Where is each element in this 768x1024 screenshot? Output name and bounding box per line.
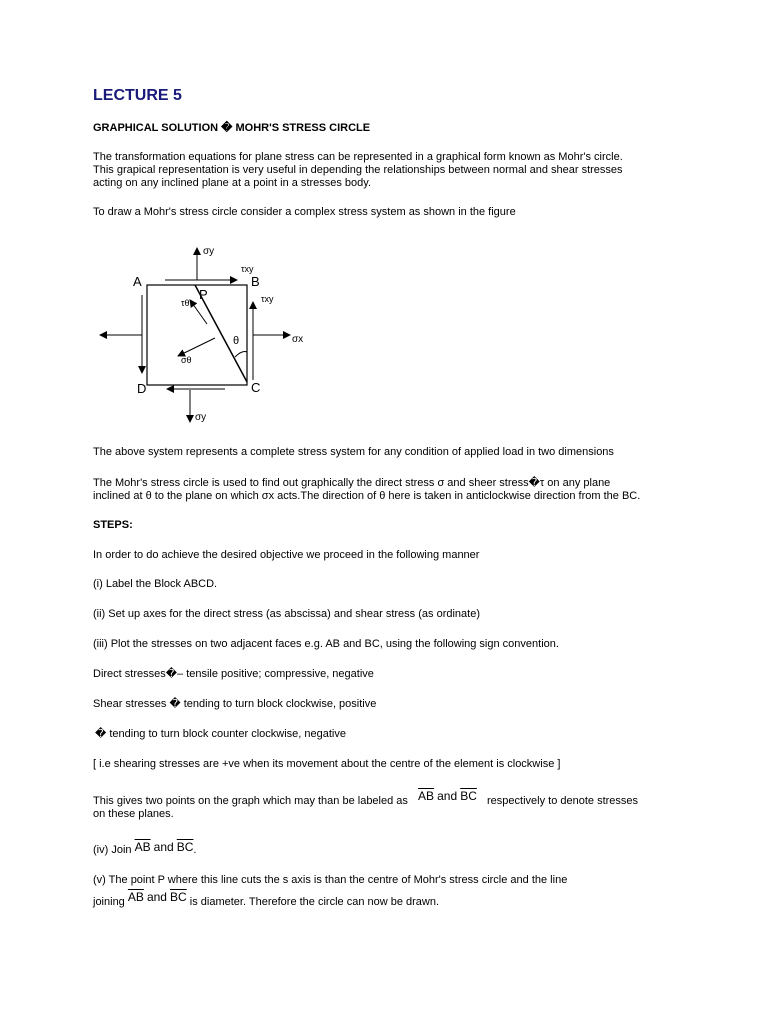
theta-arc	[235, 352, 247, 357]
draw-intro: To draw a Mohr's stress circle consider a complex stress system as shown in the figure	[93, 206, 516, 218]
intro-line-1: The transformation equations for plane stress can be represented in a graphical form known as Mohr's circle.	[93, 151, 623, 163]
bc-overline: $\overline{BC}$	[460, 789, 477, 803]
step-iv	[93, 840, 197, 857]
label-c: C	[251, 380, 261, 395]
step-iv-bc: $\overline{BC}$	[176, 840, 194, 854]
direct-stresses: Direct stresses�– tensile positive; compressive, negative	[93, 668, 374, 680]
mohr-line-2: inclined at θ to the plane on which σx acts.The direction of θ here is taken in anticlockwise direction from the BC.	[93, 490, 641, 502]
label-d: D	[137, 381, 147, 396]
step-v-line-2	[93, 890, 440, 909]
mohr-line-1: The Mohr's stress circle is used to find out graphically the direct stress σ and sheer stress�τ on any plane	[93, 477, 611, 489]
label-sigma-theta: σθ	[181, 355, 192, 365]
shear-counter: � tending to turn block counter clockwise, negative	[95, 728, 346, 740]
step-iv-and: and	[153, 840, 174, 854]
label-b: B	[251, 274, 260, 289]
steps-intro: In order to do achieve the desired objective we proceed in the following manner	[93, 549, 480, 561]
label-tau-xy-right: τxy	[261, 294, 274, 304]
label-sigma-y-bottom: σy	[195, 412, 207, 423]
block-abcd	[147, 285, 247, 385]
sign-note: [ i.e shearing stresses are +ve when its movement about the centre of the element is clockwise ]	[93, 758, 561, 770]
stress-element-diagram	[95, 240, 325, 430]
ab-overline: $\overline{AB}$	[418, 789, 435, 803]
lecture-title: LECTURE 5	[93, 87, 182, 104]
step-v-ab: $\overline{AB}$	[127, 890, 144, 904]
gives-points-line-1	[93, 789, 639, 808]
step-v-bc: $\overline{BC}$	[170, 890, 187, 904]
step-iv-before: (iv) Join	[93, 844, 132, 856]
label-p: P	[199, 287, 208, 302]
gives-points-after: respectively to denote stresses	[487, 795, 639, 807]
step-v-line-1: (v) The point P where this line cuts the s axis is than the centre of Mohr's stress circle and the line	[93, 874, 568, 886]
step-iv-after: .	[193, 844, 197, 856]
gives-and: and	[437, 789, 458, 803]
step-i: (i) Label the Block ABCD.	[93, 578, 218, 590]
label-a: A	[133, 274, 142, 289]
label-tau-xy-top: τxy	[241, 264, 254, 274]
gives-points-line-2: on these planes.	[93, 808, 174, 820]
label-theta: θ	[233, 335, 240, 347]
step-v-joining: joining	[93, 896, 125, 908]
step-iv-ab: $\overline{AB}$	[134, 840, 151, 854]
gives-points-before: This gives two points on the graph which may than be labeled as	[93, 795, 408, 807]
sigma-theta-arrow	[178, 338, 215, 356]
section-subtitle: GRAPHICAL SOLUTION � MOHR'S STRESS CIRCLE	[93, 122, 371, 134]
step-iii: (iii) Plot the stresses on two adjacent faces e.g. AB and BC, using the following sign convention.	[93, 638, 559, 650]
label-tau-theta: τθ	[181, 298, 190, 308]
step-ii: (ii) Set up axes for the direct stress (as abscissa) and shear stress (as ordinate)	[93, 608, 480, 620]
step-v-and: and	[146, 890, 167, 904]
step-v-after: is diameter. Therefore the circle can now be drawn.	[189, 896, 440, 908]
above-system: The above system represents a complete stress system for any condition of applied load in two dimensions	[93, 446, 614, 458]
steps-heading: STEPS:	[93, 519, 133, 531]
label-sigma-x: σx	[292, 334, 304, 345]
intro-line-2: This grapical representation is very useful in depending the relationships between normal and shear stresses	[93, 164, 623, 176]
shear-stresses: Shear stresses � tending to turn block clockwise, positive	[93, 698, 377, 710]
label-sigma-y-top: σy	[203, 246, 215, 257]
intro-line-3: acting on any inclined plane at a point in a stresses body.	[93, 177, 372, 189]
